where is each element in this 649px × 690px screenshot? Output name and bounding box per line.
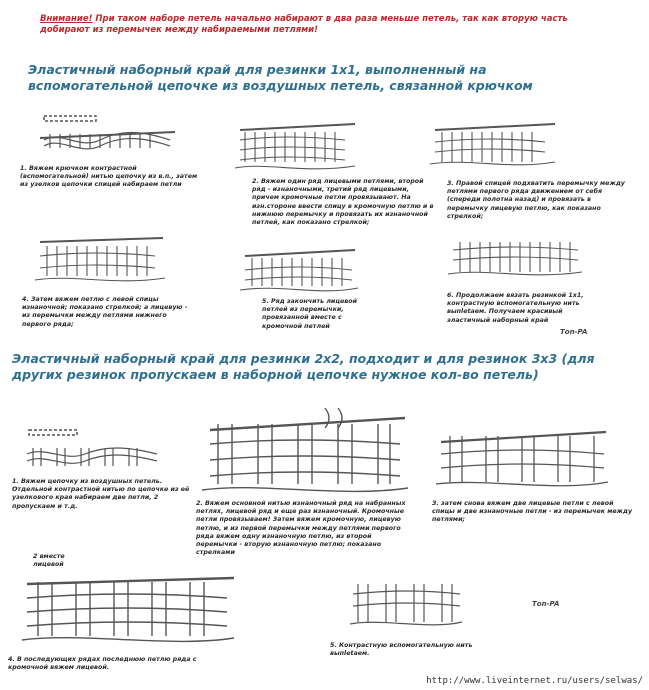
s1-illustration-6 [448,236,583,281]
s1-step-3: 3. Правой спицей подхватить перемычку между петлями первого ряда движением от себя (спереди полотна назад) и провязать в перемычку лицевую петлю, как показано стрелкой; [447,180,625,220]
warning-note [40,14,580,36]
s1-illustration-2 [235,120,365,175]
s2-illustration-2 [200,404,410,499]
s1-illustration-4 [35,236,170,288]
s2-illustration-5 [350,578,465,633]
s2-step-5: 5. Контрастную вспомогательную нить выпletаем. [330,642,473,658]
source-url[interactable]: http://www.liveinternet.ru/users/selwas/ [426,676,643,686]
s1-signature: Тоn-PA [560,328,588,336]
warning-lead: Внимание! [40,14,93,24]
s1-step-2: 2. Вяжем один ряд лицевыми петлями, второй ряд - изнаночными, третий ряд лицевыми, причем кромочные петли провязывают. На изн.стороне ввести спицу в кромочную петлю и в нижнюю перемычку и провязать их изнаночной петлей, как показано стрелкой; [252,178,434,227]
s2-illustration-3 [436,422,611,492]
s1-step-4: 4. Затем вяжем петлю с левой спицы изнаночной; показано стрелкой; а лицевую - из перемычки между петлями нижнего первого ряда; [22,296,188,328]
section1-title: Эластичный наборный край для резинки 1х1, выполненный на вспомогательной цепочке из воздушных петель, связанной крючком [28,62,533,93]
s1-illustration-5 [240,248,360,296]
s2-step-3: 3. затем снова вяжем две лицевые петли с левой спицы и две изнаночные петли - из перемычек между петлями; [432,500,633,524]
s1-step-5: 5. Ряд закончить лицевой петлей из перемычки, провязанной вместе с кромочной петлей [262,298,358,330]
s2-note-together: 2 вместе лицевой [33,553,65,569]
s2-signature: Тоn-PA [532,600,560,608]
s2-step-1: 1. Вяжем цепочку из воздушных петель. Отдельной контрастной нитью по цепочке из её узелкового края набираем две петли, 2 пропускаем и т.д. [12,478,190,510]
section2-title: Эластичный наборный край для резинки 2х2, подходит и для резинок 3х3 (для других резинок пропускаем в наборной цепочке нужное кол-во петель) [12,351,595,382]
warning-text: При таком наборе петель начально набирают в два раза меньше петель, так как вторую часть добирают из перемычек между набираемыми петлями! [40,14,568,35]
s2-step-4: 4. В последующих рядах последнюю петлю ряда с кромочной вяжем лицевой. [8,656,197,672]
s1-step-6: 6. Продолжаем вязать резинкой 1х1, контрастную вспомогательную нить выпletаем. Получаем красивый эластичный наборный край [447,292,584,324]
s1-illustration-1 [40,110,180,158]
s1-step-1: 1. Вяжем крючком контрастной (вспомогательной) нитью цепочку из в.п., затем из узелков цепочки спицей набираем петли [20,165,198,189]
s1-illustration-3 [430,118,560,173]
s2-step-2: 2. Вяжем основной нитью изнаночный ряд на набранных петлях, лицевой ряд и еще раз изнаночный. Кромочные петли провязываем! Затем вяжем кромочную, лицевую петлю, и из первой перемычки между петлями первого ряда вяжем одну изнаночную петлю, из второй перемычки - вторую изнаночную петлю; показано стрелками [196,500,406,557]
s2-illustration-4 [22,570,237,650]
s2-illustration-1 [25,428,165,473]
